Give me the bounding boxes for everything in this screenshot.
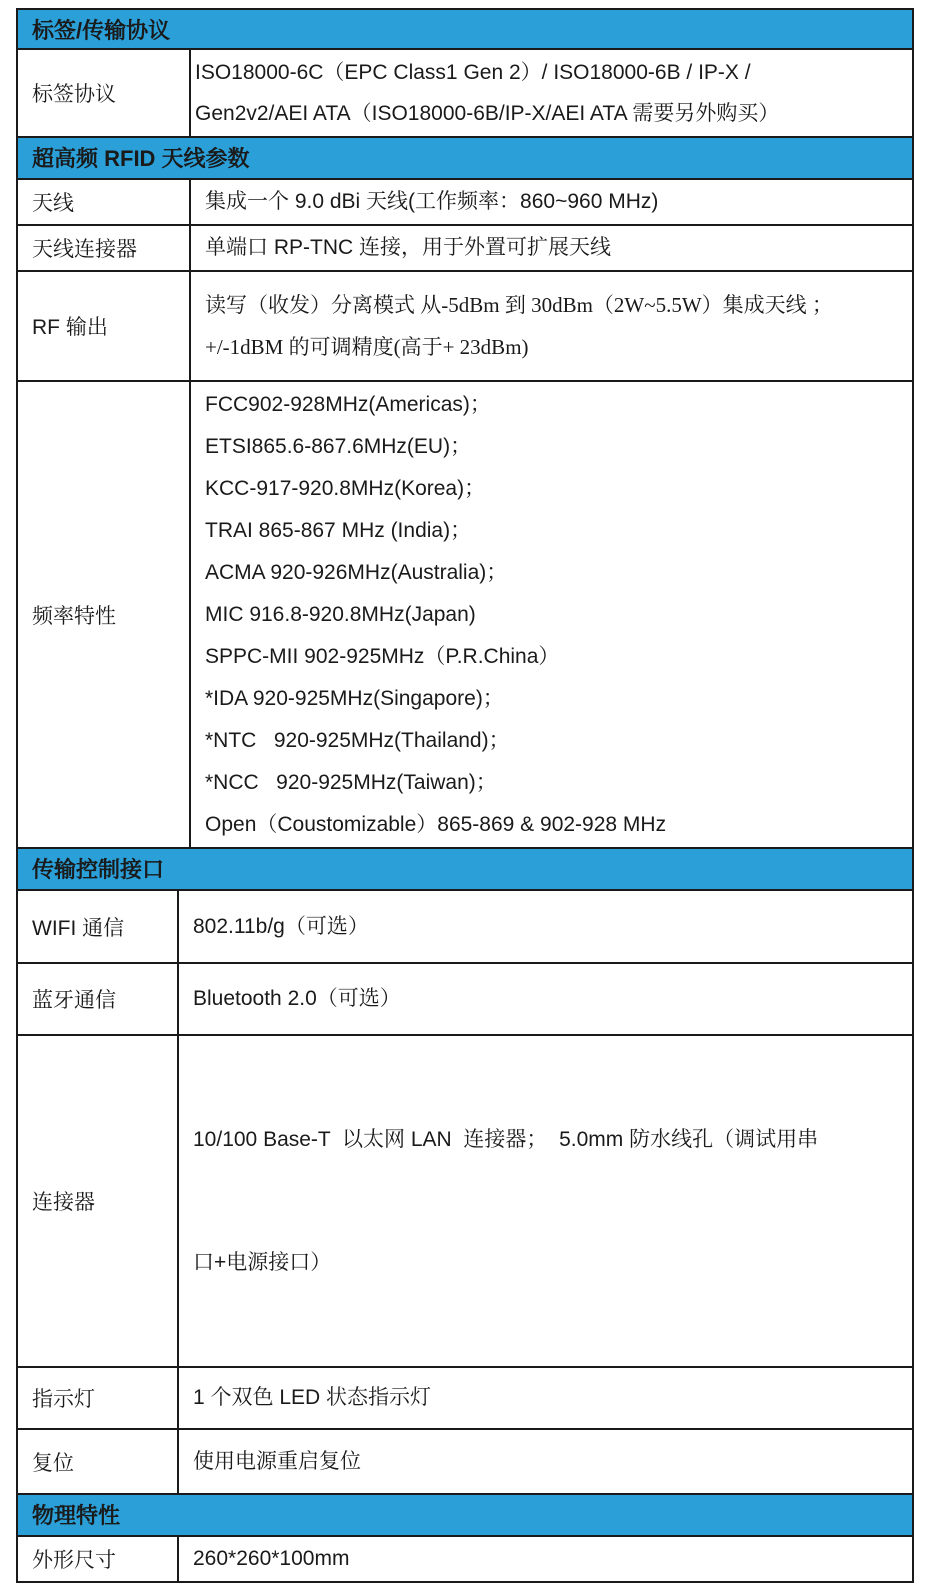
table-row xyxy=(18,271,912,381)
spec-sheet xyxy=(16,8,914,1583)
frequency-line: FCC902-928MHz(Americas)； xyxy=(205,392,491,416)
row-value-tag-protocol xyxy=(190,50,912,136)
row-label-indicator: 指示灯 xyxy=(18,1367,178,1429)
value-line: 10/100 Base-T 以太网 LAN 连接器； 5.0mm 防水线孔（调试用串 xyxy=(193,1128,819,1151)
row-value-dimensions: 260*260*100mm xyxy=(178,1537,912,1581)
section-uhf-antenna xyxy=(16,180,914,849)
frequency-line: ACMA 920-926MHz(Australia)； xyxy=(205,560,508,584)
frequency-line: *IDA 920-925MHz(Singapore)； xyxy=(205,686,504,710)
row-label-wifi: WIFI 通信 xyxy=(18,891,178,963)
row-value-reset: 使用电源重启复位 xyxy=(178,1429,912,1493)
table-row xyxy=(18,50,912,136)
table-row xyxy=(18,381,912,847)
table-row xyxy=(18,225,912,271)
section-physical xyxy=(16,1537,914,1583)
section-header-physical: 物理特性 xyxy=(16,1495,914,1537)
row-label-bluetooth: 蓝牙通信 xyxy=(18,963,178,1035)
table-row xyxy=(18,1429,912,1493)
value-line: 读写（收发）分离模式 从-5dBm 到 30dBm（2W~5.5W）集成天线 ； xyxy=(205,293,833,317)
section-header-control-interface: 传输控制接口 xyxy=(16,849,914,891)
value-line: ISO18000-6C（EPC Class1 Gen 2）/ ISO18000-6B / IP-X / xyxy=(195,61,751,84)
table-row xyxy=(18,1537,912,1581)
row-value-indicator: 1 个双色 LED 状态指示灯 xyxy=(178,1367,912,1429)
value-line: +/-1dBM 的可调精度(高于+ 23dBm) xyxy=(205,335,529,359)
frequency-line: *NCC 920-925MHz(Taiwan)； xyxy=(205,770,497,794)
table-row xyxy=(18,1035,912,1367)
row-value-bluetooth: Bluetooth 2.0（可选） xyxy=(178,963,912,1035)
table-row xyxy=(18,963,912,1035)
frequency-line: KCC-917-920.8MHz(Korea)； xyxy=(205,476,486,500)
row-label-tag-protocol: 标签协议 xyxy=(18,50,190,136)
row-value-connector xyxy=(178,1035,912,1367)
frequency-line: ETSI865.6-867.6MHz(EU)； xyxy=(205,434,472,458)
row-value-wifi: 802.11b/g（可选） xyxy=(178,891,912,963)
row-value-antenna-connector: 单端口 RP-TNC 连接，用于外置可扩展天线 xyxy=(190,225,912,271)
row-value-rf-output xyxy=(190,271,912,381)
table-row xyxy=(18,891,912,963)
row-label-antenna-connector: 天线连接器 xyxy=(18,225,190,271)
section-header-tag-protocol: 标签/传输协议 xyxy=(16,8,914,50)
frequency-line: SPPC-MII 902-925MHz（P.R.China） xyxy=(205,644,560,668)
frequency-line: MIC 916.8-920.8MHz(Japan) xyxy=(205,602,476,626)
frequency-line: *NTC 920-925MHz(Thailand)； xyxy=(205,728,510,752)
row-label-antenna: 天线 xyxy=(18,180,190,225)
table-row xyxy=(18,180,912,225)
row-value-antenna: 集成一个 9.0 dBi 天线(工作频率：860~960 MHz) xyxy=(190,180,912,225)
row-value-frequency xyxy=(190,381,912,847)
row-label-connector: 连接器 xyxy=(18,1035,178,1367)
row-label-dimensions: 外形尺寸 xyxy=(18,1537,178,1581)
value-line: 口+电源接口） xyxy=(193,1251,332,1274)
row-label-rf-output: RF 输出 xyxy=(18,271,190,381)
frequency-line: Open（Coustomizable）865-869 & 902-928 MHz xyxy=(205,812,667,836)
row-label-reset: 复位 xyxy=(18,1429,178,1493)
section-control-interface xyxy=(16,891,914,1495)
frequency-line: TRAI 865-867 MHz (India)； xyxy=(205,518,472,542)
row-label-frequency: 频率特性 xyxy=(18,381,190,847)
table-row xyxy=(18,1367,912,1429)
section-tag-protocol xyxy=(16,50,914,138)
value-line: Gen2v2/AEI ATA（ISO18000-6B/IP-X/AEI ATA 需要另外购买） xyxy=(195,102,780,125)
section-header-uhf-antenna: 超高频 RFID 天线参数 xyxy=(16,138,914,180)
